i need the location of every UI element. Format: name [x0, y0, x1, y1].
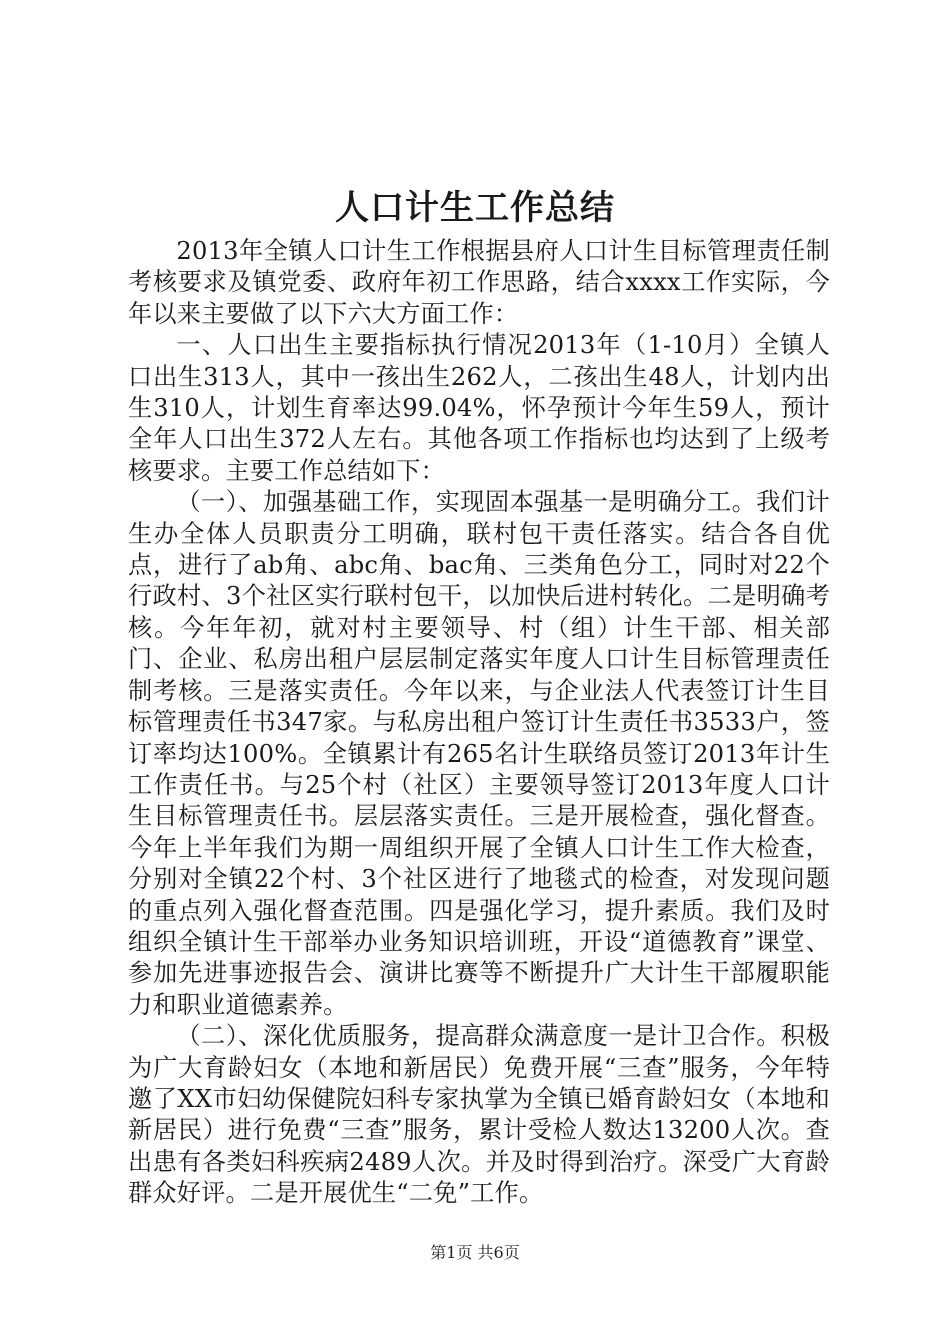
paragraph-intro: 2013年全镇人口计生工作根据县府人口计生目标管理责任制考核要求及镇党委、政府年初工作思路，结合xxxx工作实际，今年以来主要做了以下六大方面工作： — [128, 237, 830, 328]
paragraph-quality-service: （二）、深化优质服务，提高群众满意度一是计卫合作。积极为广大育龄妇女（本地和新居民）免费开展“三查”服务，今年特邀了XX市妇幼保健院妇科专家执掌为全镇已婚育龄妇女（本地和新居民）进行免费“三查”服务，累计受检人数达13200人次。查出患有各类妇科疾病2489人次。并及时得到治疗。深受广大育龄群众好评。二是开展优生“二免”工作。 — [128, 1022, 830, 1208]
page-number-footer: 第1页 共6页 — [430, 1243, 520, 1262]
paragraph-basic-work: （一）、加强基础工作，实现固本强基一是明确分工。我们计生办全体人员职责分工明确，联村包干责任落实。结合各自优点，进行了ab角、abc角、bac角、三类角色分工，同时对22个行政村、3个社区实行联村包干，以加快后进村转化。二是明确考核。今年年初，就对村主要领导、村（组）计生干部、相关部门、企业、私房出租户层层制定落实年度人口计生目标管理责任制考核。三是落实责任。今年以来，与企业法人代表签订计生目标管理责任书347家。与私房出租户签订计生责任书3533户，签订率均达100%。全镇累计有265名计生联络员签订2013年计生工作责任书。与25个村（社区）主要领导签订2013年度人口计生目标管理责任书。层层落实责任。三是开展检查，强化督查。今年上半年我们为期一周组织开展了全镇人口计生工作大检查，分别对全镇22个村、3个社区进行了地毯式的检查，对发现问题的重点列入强化督查范围。四是强化学习，提升素质。我们及时组织全镇计生干部举办业务知识培训班，开设“道德教育”课堂、参加先进事迹报告会、演讲比赛等不断提升广大计生干部履职能力和职业道德素养。 — [128, 488, 830, 1019]
document-title: 人口计生工作总结 — [335, 188, 615, 228]
document-body — [128, 236, 830, 1210]
paragraph-birth-indicators: 一、人口出生主要指标执行情况2013年（1-10月）全镇人口出生313人，其中一孩出生262人，二孩出生48人，计划内出生310人，计划生育率达99.04%，怀孕预计今年生59人，预计全年人口出生372人左右。其他各项工作指标也均达到了上级考核要求。主要工作总结如下： — [128, 331, 830, 485]
